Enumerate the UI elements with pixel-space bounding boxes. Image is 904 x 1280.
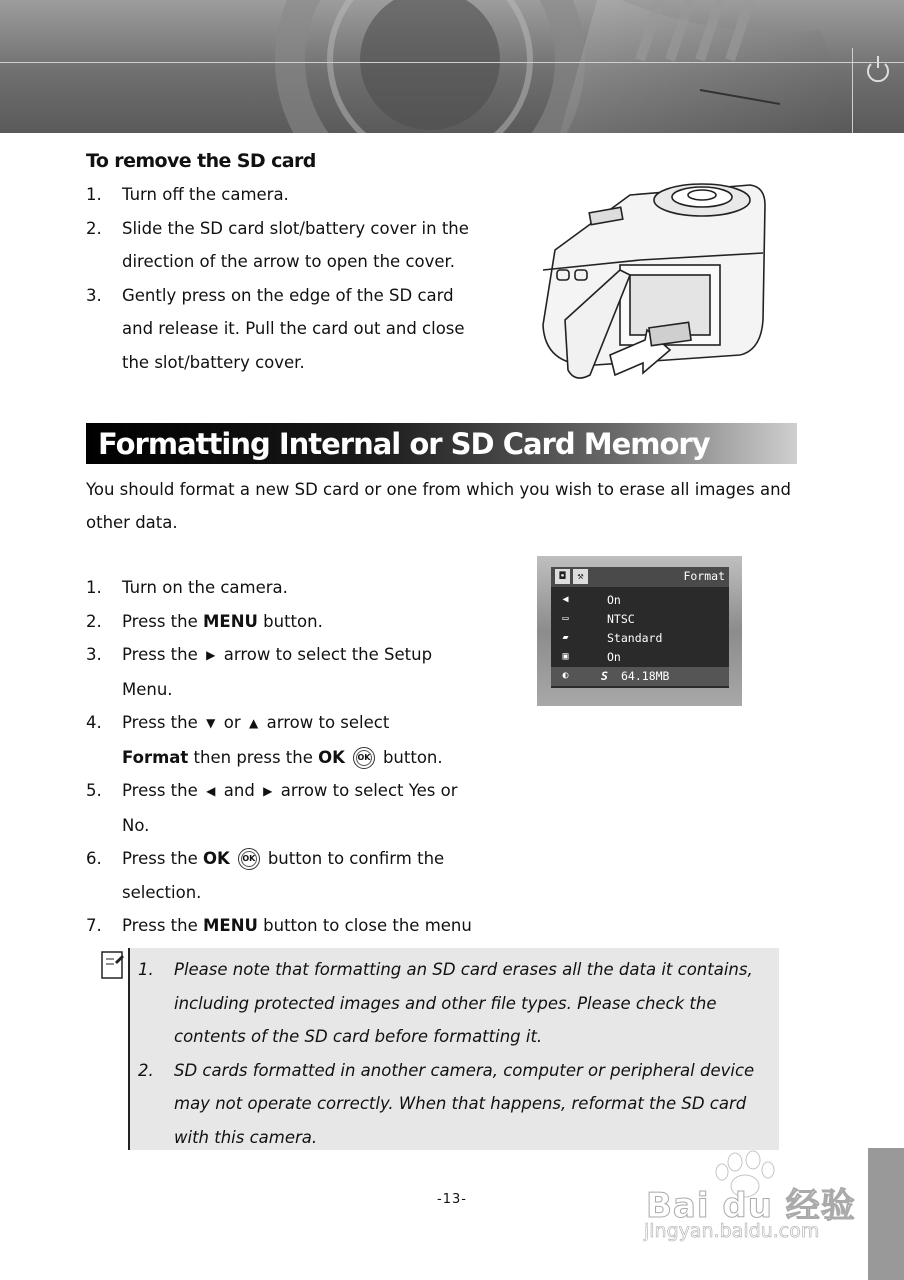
lcd-setup-screen	[537, 556, 742, 706]
list-item	[86, 178, 476, 212]
step-number: 4.	[86, 713, 102, 732]
note-text: SD cards formatted in another camera, computer or peripheral device may not operate correctly. When that happens, reformat the SD card with this camera.	[174, 1060, 755, 1147]
menu-button-label: MENU	[203, 916, 258, 935]
note-list	[138, 953, 778, 1154]
preview-icon: ▣	[562, 651, 569, 662]
lcd-value: On	[607, 593, 621, 607]
lcd-title: Format	[683, 569, 725, 583]
step-text: Gently press on the edge of the SD card and release it. Pull the card out and close the slot/battery cover.	[122, 285, 465, 372]
list-item	[86, 638, 486, 706]
watermark-url: jingyan.baidu.com	[644, 1220, 820, 1242]
step-text: Turn on the camera.	[122, 578, 288, 597]
step-text: button to close the menu	[257, 916, 472, 935]
ok-label: OK	[318, 747, 345, 767]
note-number: 1.	[138, 960, 154, 979]
lcd-row-tv	[551, 610, 729, 629]
step-number: 1.	[86, 578, 102, 597]
list-item	[86, 605, 486, 639]
step-text: button.	[382, 747, 443, 767]
camera-sd-illustration	[535, 175, 775, 385]
list-item	[86, 774, 486, 842]
banner-divider	[0, 62, 904, 63]
step-number: 5.	[86, 781, 102, 800]
power-icon	[853, 48, 904, 88]
down-arrow-icon: ▼	[206, 716, 216, 730]
step-text: Press the	[122, 713, 198, 732]
step-text: and	[223, 781, 255, 800]
up-arrow-icon: ▲	[249, 716, 259, 730]
ok-button-icon: OK	[238, 848, 260, 870]
lcd-display	[551, 567, 729, 688]
step-text: button.	[257, 611, 323, 631]
note-text: Please note that formatting an SD card erases all the data it contains, including protected images and other file types. Please check the contents of the SD card before formatting it.	[174, 960, 753, 1046]
step-number: 2.	[86, 611, 102, 631]
list-item	[86, 279, 476, 380]
list-item	[138, 1054, 778, 1155]
step-number: 3.	[86, 285, 102, 305]
right-arrow-icon: ▶	[263, 784, 273, 798]
setup-tab-icon: ⚒	[573, 569, 588, 584]
left-arrow-icon: ◀	[206, 784, 216, 798]
note-number: 2.	[138, 1060, 154, 1080]
camera-banner-image	[0, 0, 904, 133]
step-text: Turn off the camera.	[122, 185, 289, 204]
folder-icon: ▰	[562, 632, 569, 643]
step-text: then press the	[188, 747, 319, 767]
step-text: arrow to select the Setup Menu.	[122, 645, 433, 699]
camera-tab-icon: ◘	[555, 569, 570, 584]
lcd-value: On	[607, 650, 621, 664]
step-text: arrow to select	[266, 713, 390, 732]
sd-card-icon: S	[601, 669, 608, 683]
list-item	[86, 909, 486, 943]
step-text: Press the	[122, 781, 198, 800]
format-steps	[86, 571, 486, 943]
step-number: 6.	[86, 849, 102, 868]
ok-label: OK	[203, 849, 230, 868]
list-item	[86, 842, 486, 909]
list-item	[138, 953, 778, 1054]
right-arrow-icon: ▶	[206, 648, 216, 662]
watermark-brand: Bai du 经验	[646, 1186, 856, 1226]
step-text: Press the	[122, 849, 203, 868]
page-number: -13-	[437, 1192, 467, 1207]
lcd-row-preview	[551, 648, 729, 667]
power-icon-box	[852, 48, 904, 133]
step-number: 2.	[86, 218, 102, 238]
header-banner	[0, 0, 904, 133]
step-text: or	[223, 713, 241, 732]
section-title: Formatting Internal or SD Card Memory	[98, 427, 710, 461]
baidu-watermark	[640, 1150, 860, 1245]
lcd-header	[551, 567, 729, 587]
speaker-icon: ◀	[562, 594, 569, 605]
menu-button-label: MENU	[203, 611, 258, 631]
page-edge-tab	[868, 1148, 904, 1280]
lcd-value: NTSC	[607, 612, 635, 626]
step-text: Press the	[122, 645, 198, 664]
lcd-value: Standard	[607, 631, 663, 645]
step-text: button to confirm the selection.	[122, 849, 445, 902]
tv-out-icon: ▭	[562, 613, 569, 624]
format-label: Format	[122, 747, 189, 767]
step-text: Press the	[122, 611, 203, 631]
ok-button-icon: OK	[353, 747, 375, 769]
section-intro: You should format a new SD card or one from which you wish to erase all images and other data.	[86, 480, 792, 532]
lcd-row-sound	[551, 591, 729, 610]
remove-steps	[86, 178, 476, 379]
step-number: 3.	[86, 645, 102, 664]
step-number: 7.	[86, 916, 102, 935]
note-icon	[100, 950, 126, 982]
lcd-value: 64.18MB	[621, 669, 670, 683]
step-text: Slide the SD card slot/battery cover in the direction of the arrow to open the cover.	[122, 218, 469, 271]
step-number: 1.	[86, 185, 102, 204]
lcd-row-format	[551, 667, 729, 686]
lcd-row-folder	[551, 629, 729, 648]
list-item	[86, 706, 486, 774]
remove-sd-heading: To remove the SD card	[86, 150, 316, 172]
list-item	[86, 571, 486, 605]
step-text: arrow to select Yes or No.	[122, 781, 458, 835]
step-text: Press the	[122, 916, 203, 935]
list-item	[86, 212, 476, 279]
format-icon: ◐	[562, 670, 569, 681]
